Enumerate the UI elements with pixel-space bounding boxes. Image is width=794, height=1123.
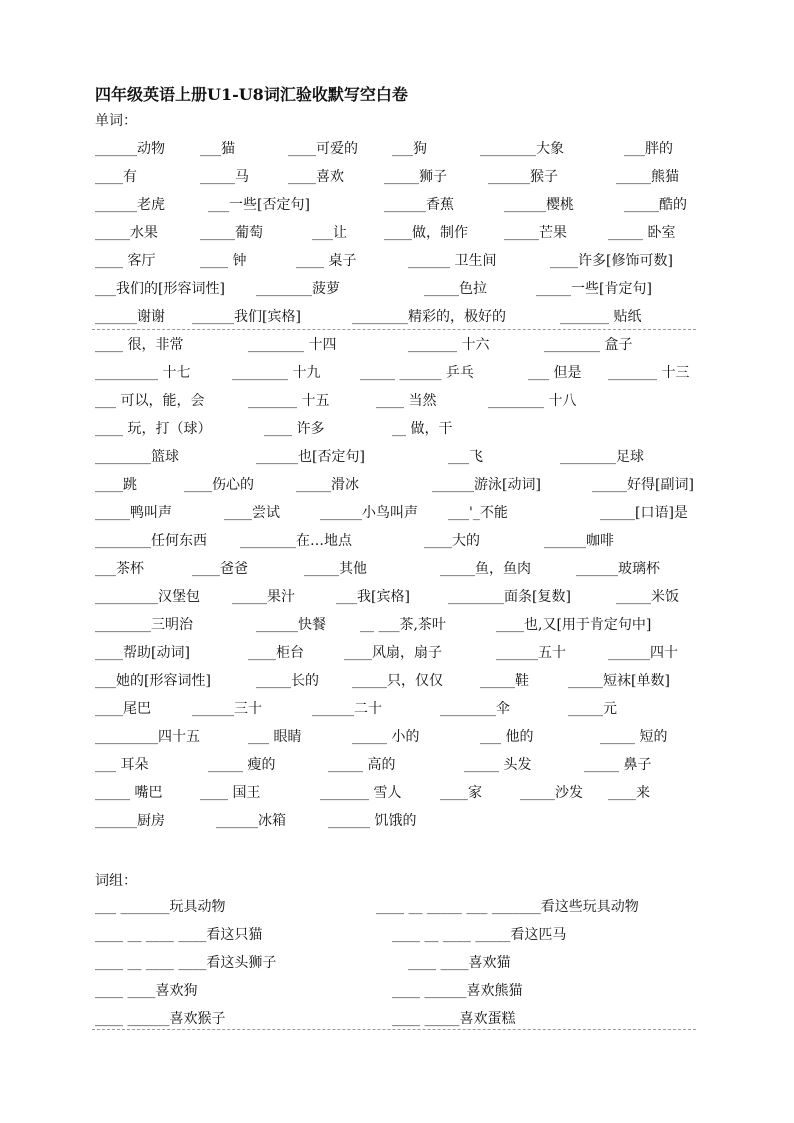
vocab-item: ____ 桌子	[296, 253, 357, 269]
phrase-item: ____ __ ____ ____看这头狮子	[95, 955, 277, 971]
vocab-item: ____可爱的	[288, 141, 358, 157]
vocab-item: ________伞	[440, 701, 510, 717]
vocab-item: ___狗	[392, 141, 427, 157]
vocab-item: ________三明治	[95, 617, 193, 633]
vocab-item: ____爸爸	[192, 561, 248, 577]
vocab-item: __ ___茶,茶叶	[360, 617, 446, 633]
vocab-item: _______ 十六	[408, 337, 490, 353]
vocab-item: ___我[宾格]	[336, 589, 410, 605]
vocab-item: ____做，制作	[384, 225, 468, 241]
vocab-item: ____柜台	[248, 645, 304, 661]
vocab-item: _____鞋	[480, 673, 529, 689]
vocab-item: ____ 很，非常	[95, 337, 184, 353]
vocab-item: ____许多[修饰可数]	[550, 253, 673, 269]
vocab-item: _____ 卧室	[608, 225, 676, 241]
vocab-item: _____鸭叫声	[95, 505, 172, 521]
vocab-item: ______冰箱	[216, 813, 286, 829]
vocab-item: _____长的	[256, 673, 319, 689]
section-words-label: 单词：	[95, 113, 137, 129]
vocab-item: ___一些[否定句]	[208, 197, 310, 213]
phrase-item: ____ _____喜欢蛋糕	[392, 1011, 516, 1027]
vocab-item: ____尾巴	[95, 701, 151, 717]
vocab-item: ______五十	[496, 645, 566, 661]
vocab-item: ____伤心的	[184, 477, 254, 493]
vocab-item: ____家	[440, 785, 482, 801]
divider	[92, 329, 696, 330]
vocab-item: ______快餐	[256, 617, 326, 633]
vocab-item: ____ 客厅	[95, 253, 156, 269]
vocab-item: ________篮球	[95, 449, 179, 465]
vocab-item: _____ 鼻子	[584, 757, 652, 773]
vocab-item: ______小鸟叫声	[320, 505, 418, 521]
vocab-item: _____酷的	[624, 197, 687, 213]
vocab-item: _____葡萄	[200, 225, 263, 241]
vocab-item: _________ 十七	[95, 365, 191, 381]
vocab-item: ______厨房	[95, 813, 165, 829]
vocab-item: _____ 嘴巴	[95, 785, 163, 801]
vocab-item: _____一些[肯定句]	[536, 281, 652, 297]
vocab-item: ___ 可以，能，会	[95, 393, 205, 409]
vocab-item: ______游泳[动词]	[432, 477, 541, 493]
vocab-item: ______ 卫生间	[408, 253, 497, 269]
vocab-item: ___胖的	[624, 141, 673, 157]
vocab-item: ________精彩的，极好的	[352, 309, 506, 325]
phrase-item: ____ __ ____ ____看这只猫	[95, 927, 263, 943]
vocab-item: ______ 饥饿的	[328, 813, 417, 829]
vocab-item: _____元	[568, 701, 617, 717]
vocab-item: _____好得[副词]	[592, 477, 694, 493]
vocab-item: _____果汁	[232, 589, 295, 605]
vocab-item: _____米饭	[616, 589, 679, 605]
vocab-item: ___茶杯	[95, 561, 144, 577]
divider	[92, 1029, 696, 1030]
vocab-item: _____狮子	[384, 169, 447, 185]
vocab-item: ___我们的[形容词性]	[95, 281, 225, 297]
vocab-item: _____鱼，鱼肉	[440, 561, 531, 577]
vocab-item: _____短袜[单数]	[568, 673, 670, 689]
vocab-item: ____尝试	[224, 505, 280, 521]
vocab-item: _____水果	[95, 225, 158, 241]
vocab-item: ___让	[312, 225, 347, 241]
vocab-item: ____喜欢	[288, 169, 344, 185]
phrase-item: ____ __ _____ ___ _______看这些玩具动物	[376, 899, 639, 915]
vocab-item: ________ 十八	[488, 393, 577, 409]
vocab-item: _____其他	[304, 561, 367, 577]
phrase-item: ____ ______喜欢熊猫	[392, 983, 523, 999]
vocab-item: ________在…地点	[240, 533, 352, 549]
vocab-item: ________大象	[480, 141, 564, 157]
vocab-item: ___ 但是	[528, 365, 582, 381]
vocab-item: _____ 瘦的	[208, 757, 276, 773]
section-phrases-label: 词组：	[95, 873, 137, 889]
vocab-item: _____ 短的	[600, 729, 668, 745]
vocab-item: _________汉堡包	[95, 589, 200, 605]
vocab-item: ______咖啡	[544, 533, 614, 549]
vocab-item: ________ 十四	[248, 337, 337, 353]
vocab-item: ________面条[复数]	[448, 589, 571, 605]
phrase-item: ____ ______喜欢猴子	[95, 1011, 226, 1027]
vocab-item: _____ 头发	[464, 757, 532, 773]
phrase-item: ___ _______玩具动物	[95, 899, 226, 915]
vocab-item: __ 做，干	[392, 421, 453, 437]
vocab-item: ____来	[608, 785, 650, 801]
vocab-item: ___猫	[200, 141, 235, 157]
vocab-item: ___她的[形容词性]	[95, 673, 211, 689]
vocab-item: _______ 贴纸	[560, 309, 642, 325]
vocab-item: ________ 十九	[232, 365, 321, 381]
vocab-item: _______ 十五	[248, 393, 330, 409]
phrase-item: ____ ____喜欢猫	[408, 955, 511, 971]
vocab-item: _____沙发	[520, 785, 583, 801]
phrase-item: ____ ____喜欢狗	[95, 983, 198, 999]
vocab-item: ____ 当然	[376, 393, 437, 409]
vocab-item: ______谢谢	[95, 309, 165, 325]
vocab-item: _________四十五	[95, 729, 200, 745]
vocab-item: ____有	[95, 169, 137, 185]
phrase-item: ____ __ ____ _____看这匹马	[392, 927, 567, 943]
vocab-item: ___飞	[448, 449, 483, 465]
vocab-item: ______三十	[192, 701, 262, 717]
vocab-item: ____大的	[424, 533, 480, 549]
vocab-item: ______我们[宾格]	[192, 309, 301, 325]
vocab-item: _______ 十三	[608, 365, 690, 381]
vocab-item: ______二十	[312, 701, 382, 717]
vocab-item: ______樱桃	[504, 197, 574, 213]
vocab-item: ___ 耳朵	[95, 757, 149, 773]
vocab-item: ______四十	[608, 645, 678, 661]
vocab-item: ________任何东西	[95, 533, 207, 549]
vocab-item: ____跳	[95, 477, 137, 493]
vocab-item: ____ 许多	[264, 421, 325, 437]
vocab-item: ______猴子	[488, 169, 558, 185]
vocab-item: _____只，仅仅	[352, 673, 443, 689]
vocab-item: ________ 盒子	[544, 337, 633, 353]
vocab-item: _____芒果	[504, 225, 567, 241]
vocab-item: ______玻璃杯	[576, 561, 660, 577]
vocab-item: ____ 国王	[200, 785, 261, 801]
vocab-item: _____ 高的	[328, 757, 396, 773]
page-title: 四年级英语上册U1-U8词汇验收默写空白卷	[95, 85, 408, 104]
vocab-item: ___'_不能	[448, 505, 508, 521]
vocab-item: ______动物	[95, 141, 165, 157]
vocab-item: ___ 眼睛	[248, 729, 302, 745]
vocab-item: ________足球	[560, 449, 644, 465]
vocab-item: ______老虎	[95, 197, 165, 213]
vocab-item: ____ 玩，打（球）	[95, 421, 212, 437]
vocab-item: ____帮助[动词]	[95, 645, 190, 661]
vocab-item: ______香蕉	[384, 197, 454, 213]
vocab-item: _______ 雪人	[320, 785, 402, 801]
vocab-item: ________菠萝	[256, 281, 340, 297]
vocab-item: _____色拉	[424, 281, 487, 297]
vocab-item: ____ 钟	[200, 253, 247, 269]
vocab-item: _____[口语]是	[600, 505, 688, 521]
vocab-item: _____熊猫	[616, 169, 679, 185]
vocab-item: ___ 他的	[480, 729, 534, 745]
vocab-item: ____也,又[用于肯定句中]	[496, 617, 652, 633]
vocab-item: _____马	[200, 169, 249, 185]
vocab-item: ____风扇，扇子	[344, 645, 442, 661]
vocab-item: _____ 小的	[352, 729, 420, 745]
vocab-item: ______也[否定句]	[256, 449, 365, 465]
vocab-item: _____ ______ 乒乓	[360, 365, 474, 381]
vocab-item: _____滑冰	[296, 477, 359, 493]
